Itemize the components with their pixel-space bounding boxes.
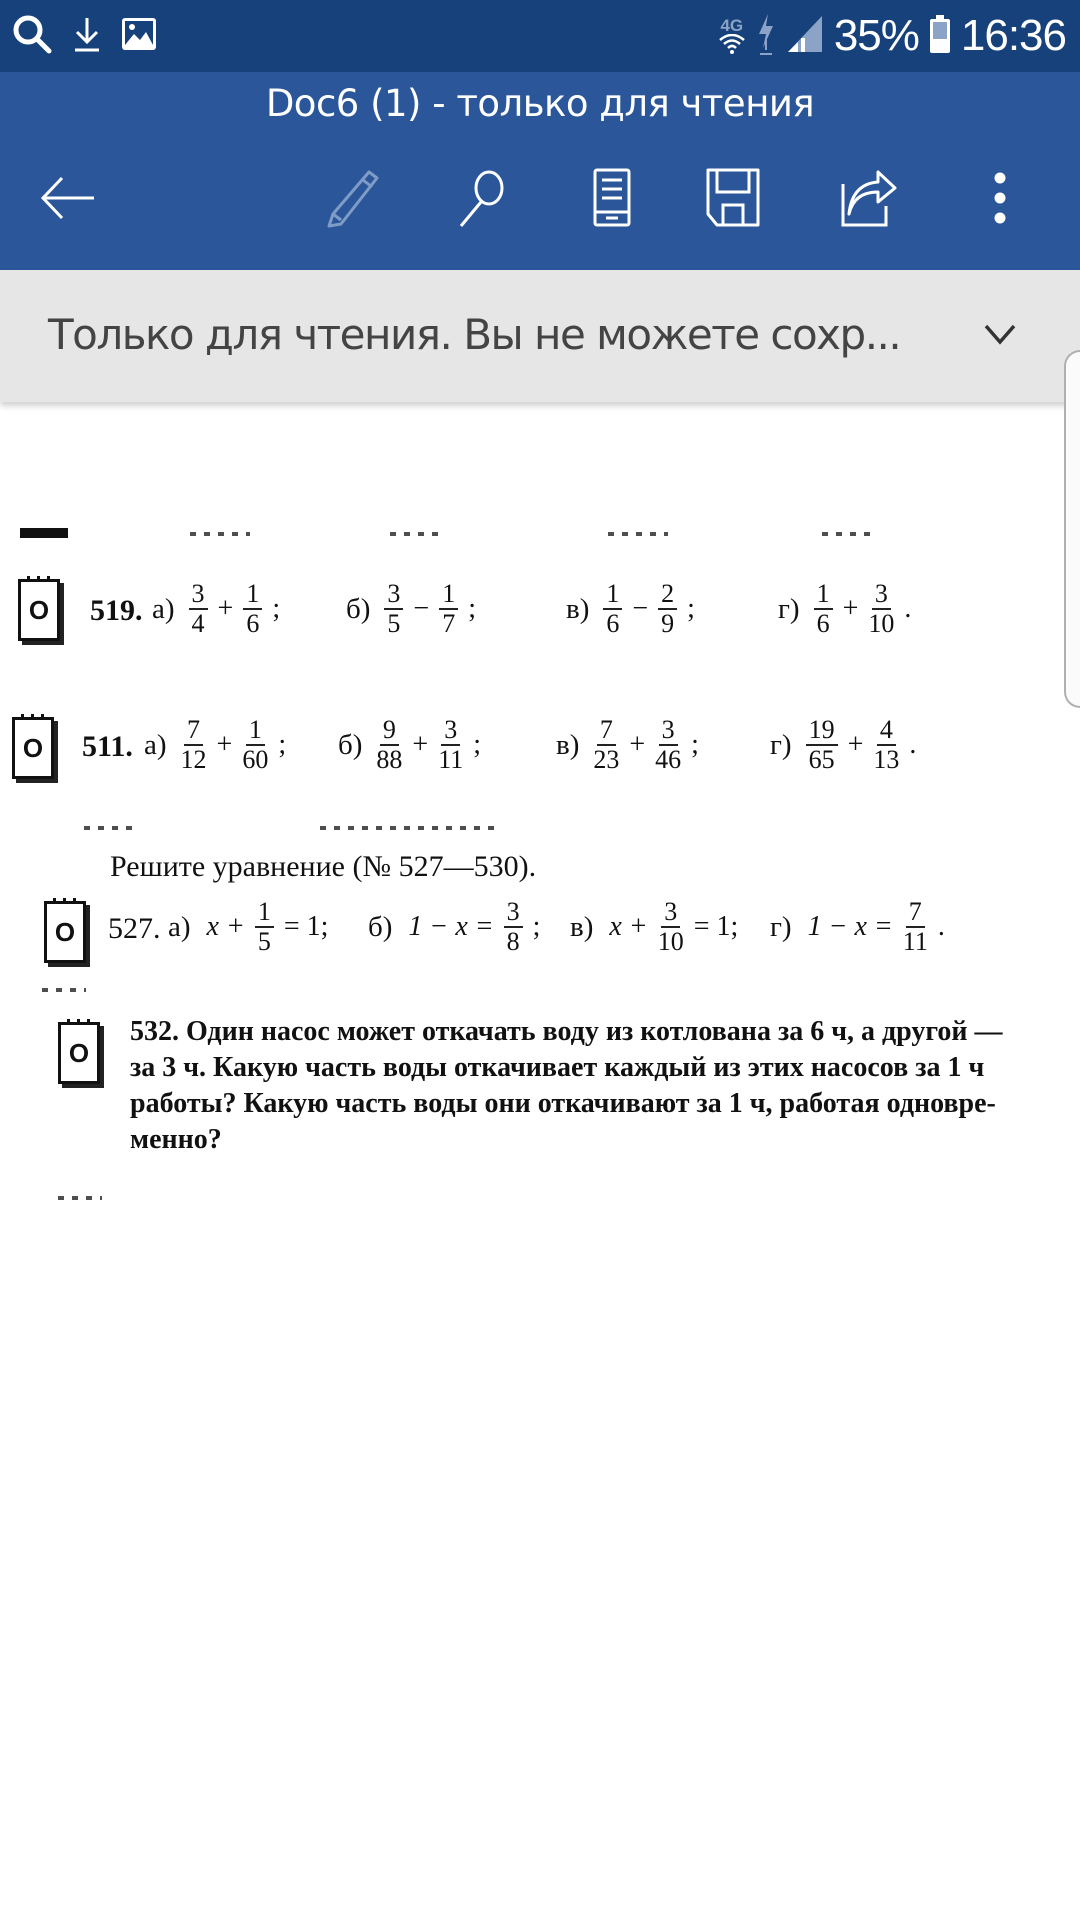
- save-button[interactable]: [703, 164, 763, 236]
- edit-button[interactable]: [323, 164, 383, 236]
- clipped-notebook-marker: [42, 988, 86, 992]
- expand-banner-button[interactable]: [980, 310, 1020, 360]
- fraction: $\frac{1}{6}$: [243, 580, 262, 638]
- exercise-511-d: г) $\frac{19}{65}$ + $\frac{4}{13}$ .: [770, 715, 917, 774]
- fraction: $\frac{9}{88}$: [376, 715, 403, 774]
- status-bar-left: [10, 14, 158, 58]
- share-icon: [840, 168, 900, 233]
- equation-heading: Решите уравнение (№ 527—530).: [110, 850, 537, 883]
- exercise-519-d: г) $\frac{1}{6}$ + $\frac{3}{10}$ .: [778, 579, 912, 638]
- fraction: $\frac{7}{23}$: [593, 715, 620, 774]
- chevron-down-icon: [980, 347, 1020, 364]
- fraction: $\frac{7}{12}$: [180, 715, 207, 774]
- fast-scroll-handle[interactable]: [1064, 350, 1080, 708]
- notebook-marker-icon: O: [12, 717, 54, 779]
- notebook-marker-icon: O: [44, 901, 86, 963]
- clipped-notebook-marker: [58, 1196, 102, 1200]
- fraction: $\frac{1}{6}$: [814, 580, 833, 638]
- equation-527-b: б) 1 − x = $\frac{3}{8}$ ;: [368, 897, 541, 956]
- exercise-number: 519.: [90, 594, 143, 627]
- fraction: $\frac{3}{5}$: [384, 580, 403, 638]
- clipped-text-fragment: [190, 532, 250, 536]
- image-icon: [120, 16, 158, 57]
- exercise-519-a: а) $\frac{3}{4}$ + $\frac{1}{6}$ ;: [152, 579, 281, 638]
- notebook-marker-icon: O: [58, 1022, 100, 1084]
- exercise-number: 527.: [108, 912, 161, 945]
- download-icon: [72, 14, 102, 59]
- clock: 16:36: [960, 11, 1066, 60]
- more-options-button[interactable]: [970, 164, 1030, 236]
- clipped-text-fragment: [390, 532, 440, 536]
- exercise-519-b: б) $\frac{3}{5}$ − $\frac{1}{7}$ ;: [346, 579, 476, 638]
- fraction: $\frac{7}{11}$: [902, 897, 928, 956]
- more-vertical-icon: [990, 168, 1010, 233]
- exercise-number: 511.: [82, 730, 133, 763]
- clipped-text-fragment: [84, 826, 134, 830]
- clipped-text-fragment: [822, 532, 872, 536]
- read-only-message: Только для чтения. Вы не можете сохр...: [48, 310, 901, 359]
- pencil-icon: [325, 168, 381, 233]
- fraction: $\frac{1}{7}$: [439, 580, 458, 638]
- exercise-511-c: в) $\frac{7}{23}$ + $\frac{3}{46}$ ;: [556, 715, 699, 774]
- data-transfer-icon: [756, 12, 776, 61]
- fraction: $\frac{1}{5}$: [255, 898, 274, 956]
- fraction: $\frac{2}{9}$: [658, 580, 677, 638]
- battery-percent: 35%: [833, 11, 919, 60]
- share-button[interactable]: [840, 164, 900, 236]
- exercise-511-a: а) $\frac{7}{12}$ + $\frac{1}{60}$ ;: [144, 715, 287, 774]
- clipped-notebook-marker: [20, 528, 68, 538]
- document-page: [0, 402, 1080, 1920]
- exercise-511-b: б) $\frac{9}{88}$ + $\frac{3}{11}$ ;: [338, 715, 482, 774]
- network-wifi-icon: 4G: [718, 18, 746, 54]
- search-button[interactable]: [453, 164, 513, 236]
- notebook-marker-icon: O: [18, 579, 60, 641]
- fraction: $\frac{19}{65}$: [806, 716, 838, 774]
- search-icon: [455, 168, 511, 233]
- fraction: $\frac{3}{10}$: [868, 579, 895, 638]
- clipped-text-fragment: [608, 532, 668, 536]
- status-bar-right: [718, 10, 1066, 62]
- signal-icon: [786, 14, 824, 59]
- mobile-view-icon: [592, 168, 632, 233]
- equation-527-c: в) x + $\frac{3}{10}$ = 1;: [570, 897, 739, 956]
- mobile-view-button[interactable]: [582, 164, 642, 236]
- equation-527-a: а) x + $\frac{1}{5}$ = 1;: [168, 897, 329, 956]
- fraction: $\frac{3}{10}$: [657, 897, 684, 956]
- equation-527-d: г) 1 − x = $\frac{7}{11}$ .: [770, 897, 945, 956]
- search-icon: [10, 12, 54, 61]
- arrow-left-icon: [38, 173, 98, 228]
- clipped-text-fragment: [320, 826, 500, 830]
- battery-icon: [929, 14, 951, 59]
- exercise-519-c: в) $\frac{1}{6}$ − $\frac{2}{9}$ ;: [566, 579, 695, 638]
- exercise-532-text: 532. Один насос может откачать воду из котлована за 6 ч, а другой — за 3 ч. Какую часть воды откачивает каждый из этих насосов за 1 ч работы? Какую часть воды они откачивают за 1 ч, работая одновре- менно?: [130, 1016, 1003, 1155]
- fraction: $\frac{3}{46}$: [655, 715, 682, 774]
- fraction: $\frac{3}{8}$: [504, 898, 523, 956]
- fraction: $\frac{1}{60}$: [242, 715, 269, 774]
- exercise-532-marker: [58, 1022, 100, 1084]
- fraction: $\frac{1}{6}$: [603, 580, 622, 638]
- fraction: $\frac{4}{13}$: [873, 715, 900, 774]
- save-icon: [705, 168, 761, 233]
- app-bar: [0, 72, 1080, 270]
- document-title: Doc6 (1) - только для чтения: [265, 82, 815, 125]
- fraction: $\frac{3}{4}$: [189, 580, 208, 638]
- read-only-banner[interactable]: [0, 270, 1080, 402]
- fraction: $\frac{3}{11}$: [438, 715, 464, 774]
- back-button[interactable]: [38, 164, 98, 236]
- status-bar: [0, 0, 1080, 72]
